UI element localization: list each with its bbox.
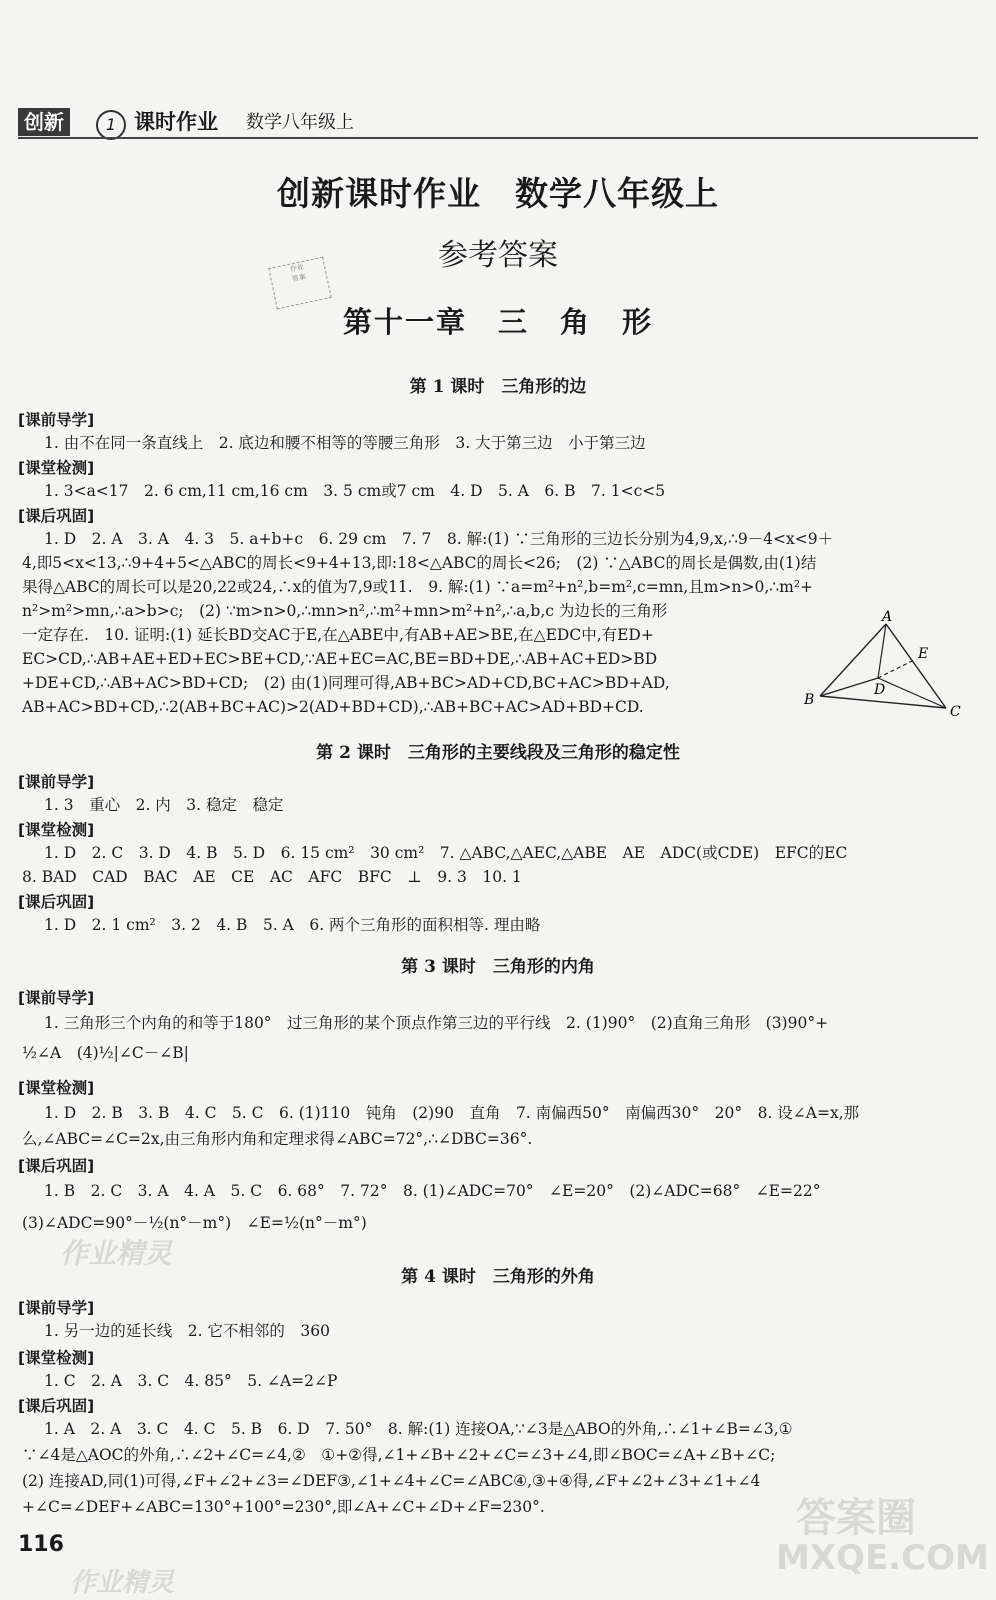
answer-line: 1. A 2. A 3. C 4. C 5. B 6. D 7. 50° 8. 解:(1) 连接OA,∵∠3是△ABO的外角,∴∠1+∠B=∠3,① xyxy=(44,1420,793,1438)
section-label: [课后巩固] xyxy=(18,1157,95,1175)
answer-line: +DE+CD,∴AB+AC>BD+CD; (2) 由(1)同理可得,AB+BC>AD+CD,BC+AC>BD+AD, xyxy=(22,674,670,692)
answer-line: 1. 另一边的延长线 2. 它不相邻的 360 xyxy=(44,1322,331,1340)
lesson-title: 第 1 课时 三角形的边 xyxy=(409,377,587,397)
answer-line: 1. D 2. A 3. A 4. 3 5. a+b+c 6. 29 cm 7. 7 8. 解:(1) ∵三角形的三边长分别为4,9,x,∴9－4<x<9＋ xyxy=(44,530,834,548)
label-b: B xyxy=(804,692,815,708)
answer-line: ∵∠4是△AOC的外角,∴∠2+∠C=∠4,② ①+②得,∠1+∠B+∠2+∠C=∠3+∠4,即∠BOC=∠A+∠B+∠C; xyxy=(22,1446,776,1464)
answer-line: 一定存在. 10. 证明:(1) 延长BD交AC于E,在△ABE中,有AB+AE>BE,在△EDC中,有ED+ xyxy=(22,626,654,644)
watermark: 作业精灵 xyxy=(60,1237,173,1270)
section-label: [课堂检测] xyxy=(18,1349,95,1367)
answer-line: n²>m²>mn,∴a>b>c; (2) ∵m>n>0,∴mn>n²,∴m²+mn>m²+n²,∴a,b,c 为边长的三角形 xyxy=(22,602,668,620)
lesson-title: 第 3 课时 三角形的内角 xyxy=(401,957,595,977)
section-label: [课堂检测] xyxy=(18,1079,95,1097)
answer-line: 8. BAD CAD BAC AE CE AC AFC BFC ⊥ 9. 3 10. 1 xyxy=(22,868,522,886)
section-label: [课前导学] xyxy=(18,989,95,1007)
answer-line: (2) 连接AD,同(1)可得,∠F+∠2+∠3=∠DEF③,∠1+∠4+∠C=∠ABC④,③+④得,∠F+∠2+∠3+∠1+∠4 xyxy=(22,1472,761,1490)
answer-line: 么,∠ABC=∠C=2x,由三角形内角和定理求得∠ABC=72°,∴∠DBC=36°. xyxy=(22,1130,533,1148)
watermark: MXQE.COM xyxy=(776,1538,989,1578)
answer-line: AB+AC>BD+CD,∴2(AB+BC+AC)>2(AD+BD+CD),∴AB+BC+AC>AD+BD+CD. xyxy=(22,698,644,716)
answer-line: 1. D 2. C 3. D 4. B 5. D 6. 15 cm² 30 cm² 7. △ABC,△AEC,△ABE AE ADC(或CDE) EFC的EC xyxy=(44,844,848,862)
section-label: [课前导学] xyxy=(18,411,95,429)
section-label: [课堂检测] xyxy=(18,821,95,839)
lesson-title: 第 4 课时 三角形的外角 xyxy=(401,1267,595,1287)
triangle-figure xyxy=(796,610,966,722)
label-a: A xyxy=(882,610,893,625)
brand-logo: 创新 xyxy=(18,108,70,136)
stamp-line: 作业 xyxy=(289,262,305,274)
answer-line: 1. C 2. A 3. C 4. 85° 5. ∠A=2∠P xyxy=(44,1372,338,1390)
section-label: [课堂检测] xyxy=(18,459,95,477)
running-header xyxy=(18,108,978,140)
book-name: 数学八年级上 xyxy=(246,112,354,133)
answer-line: 1. D 2. B 3. B 4. C 5. C 6. (1)110 钝角 (2)90 直角 7. 南偏西50° 南偏西30° 20° 8. 设∠A=x,那 xyxy=(44,1104,860,1122)
watermark: 作业精灵 xyxy=(70,1568,175,1598)
answer-line: 1. D 2. 1 cm² 3. 2 4. B 5. A 6. 两个三角形的面积相等. 理由略 xyxy=(44,916,541,934)
header-rule xyxy=(18,137,978,139)
section-label: [课后巩固] xyxy=(18,893,95,911)
watermark: 答案圈 xyxy=(796,1495,916,1541)
answer-line: 4,即5<x<13,∴9+4+5<△ABC的周长<9+4+13,即:18<△ABC的周长<26; (2) ∵△ABC的周长是偶数,由(1)结 xyxy=(22,554,817,572)
section-label: [课后巩固] xyxy=(18,507,95,525)
answer-line: EC>CD,∴AB+AE+ED+EC>BE+CD,∵AE+EC=AC,BE=BD+DE,∴AB+AC+ED>BD xyxy=(22,650,658,668)
page-number: 116 xyxy=(18,1532,64,1557)
answer-line: (3)∠ADC=90°－½(n°－m°) ∠E=½(n°－m°) xyxy=(22,1214,367,1232)
answer-line: 1. 三角形三个内角的和等于180° 过三角形的某个顶点作第三边的平行线 2. (1)90° (2)直角三角形 (3)90°+ xyxy=(44,1014,829,1032)
clock-icon: 1 xyxy=(96,110,126,140)
page-title: 创新课时作业 数学八年级上 xyxy=(277,174,719,213)
chapter-heading: 第十一章 三 角 形 xyxy=(342,305,653,339)
section-label: [课前导学] xyxy=(18,773,95,791)
label-c: C xyxy=(950,704,961,720)
section-label: [课前导学] xyxy=(18,1299,95,1317)
answer-line: 1. 3<a<17 2. 6 cm,11 cm,16 cm 3. 5 cm或7 cm 4. D 5. A 6. B 7. 1<c<5 xyxy=(44,482,666,500)
series-name: 课时作业 xyxy=(134,110,218,134)
label-e: E xyxy=(918,646,929,662)
section-label: [课后巩固] xyxy=(18,1397,95,1415)
answer-line: ½∠A (4)½|∠C－∠B| xyxy=(22,1044,189,1062)
answer-line: 1. 由不在同一条直线上 2. 底边和腰不相等的等腰三角形 3. 大于第三边 小于第三边 xyxy=(44,434,646,452)
page-subtitle: 参考答案 xyxy=(438,238,558,273)
answer-line: 1. 3 重心 2. 内 3. 稳定 稳定 xyxy=(44,796,284,814)
stamp-line: 答案 xyxy=(291,272,307,284)
label-d: D xyxy=(874,682,886,698)
answer-line: 果得△ABC的周长可以是20,22或24,∴x的值为7,9或11. 9. 解:(1) ∵a=m²+n²,b=m²,c=mn,且m>n>0,∴m²+ xyxy=(22,578,814,596)
answer-line: +∠C=∠DEF+∠ABC=130°+100°=230°,即∠A+∠C+∠D+∠F=230°. xyxy=(22,1498,545,1516)
segment-de xyxy=(878,660,914,678)
lesson-title: 第 2 课时 三角形的主要线段及三角形的稳定性 xyxy=(316,743,680,763)
answer-line: 1. B 2. C 3. A 4. A 5. C 6. 68° 7. 72° 8. (1)∠ADC=70° ∠E=20° (2)∠ADC=68° ∠E=22° xyxy=(44,1182,821,1200)
